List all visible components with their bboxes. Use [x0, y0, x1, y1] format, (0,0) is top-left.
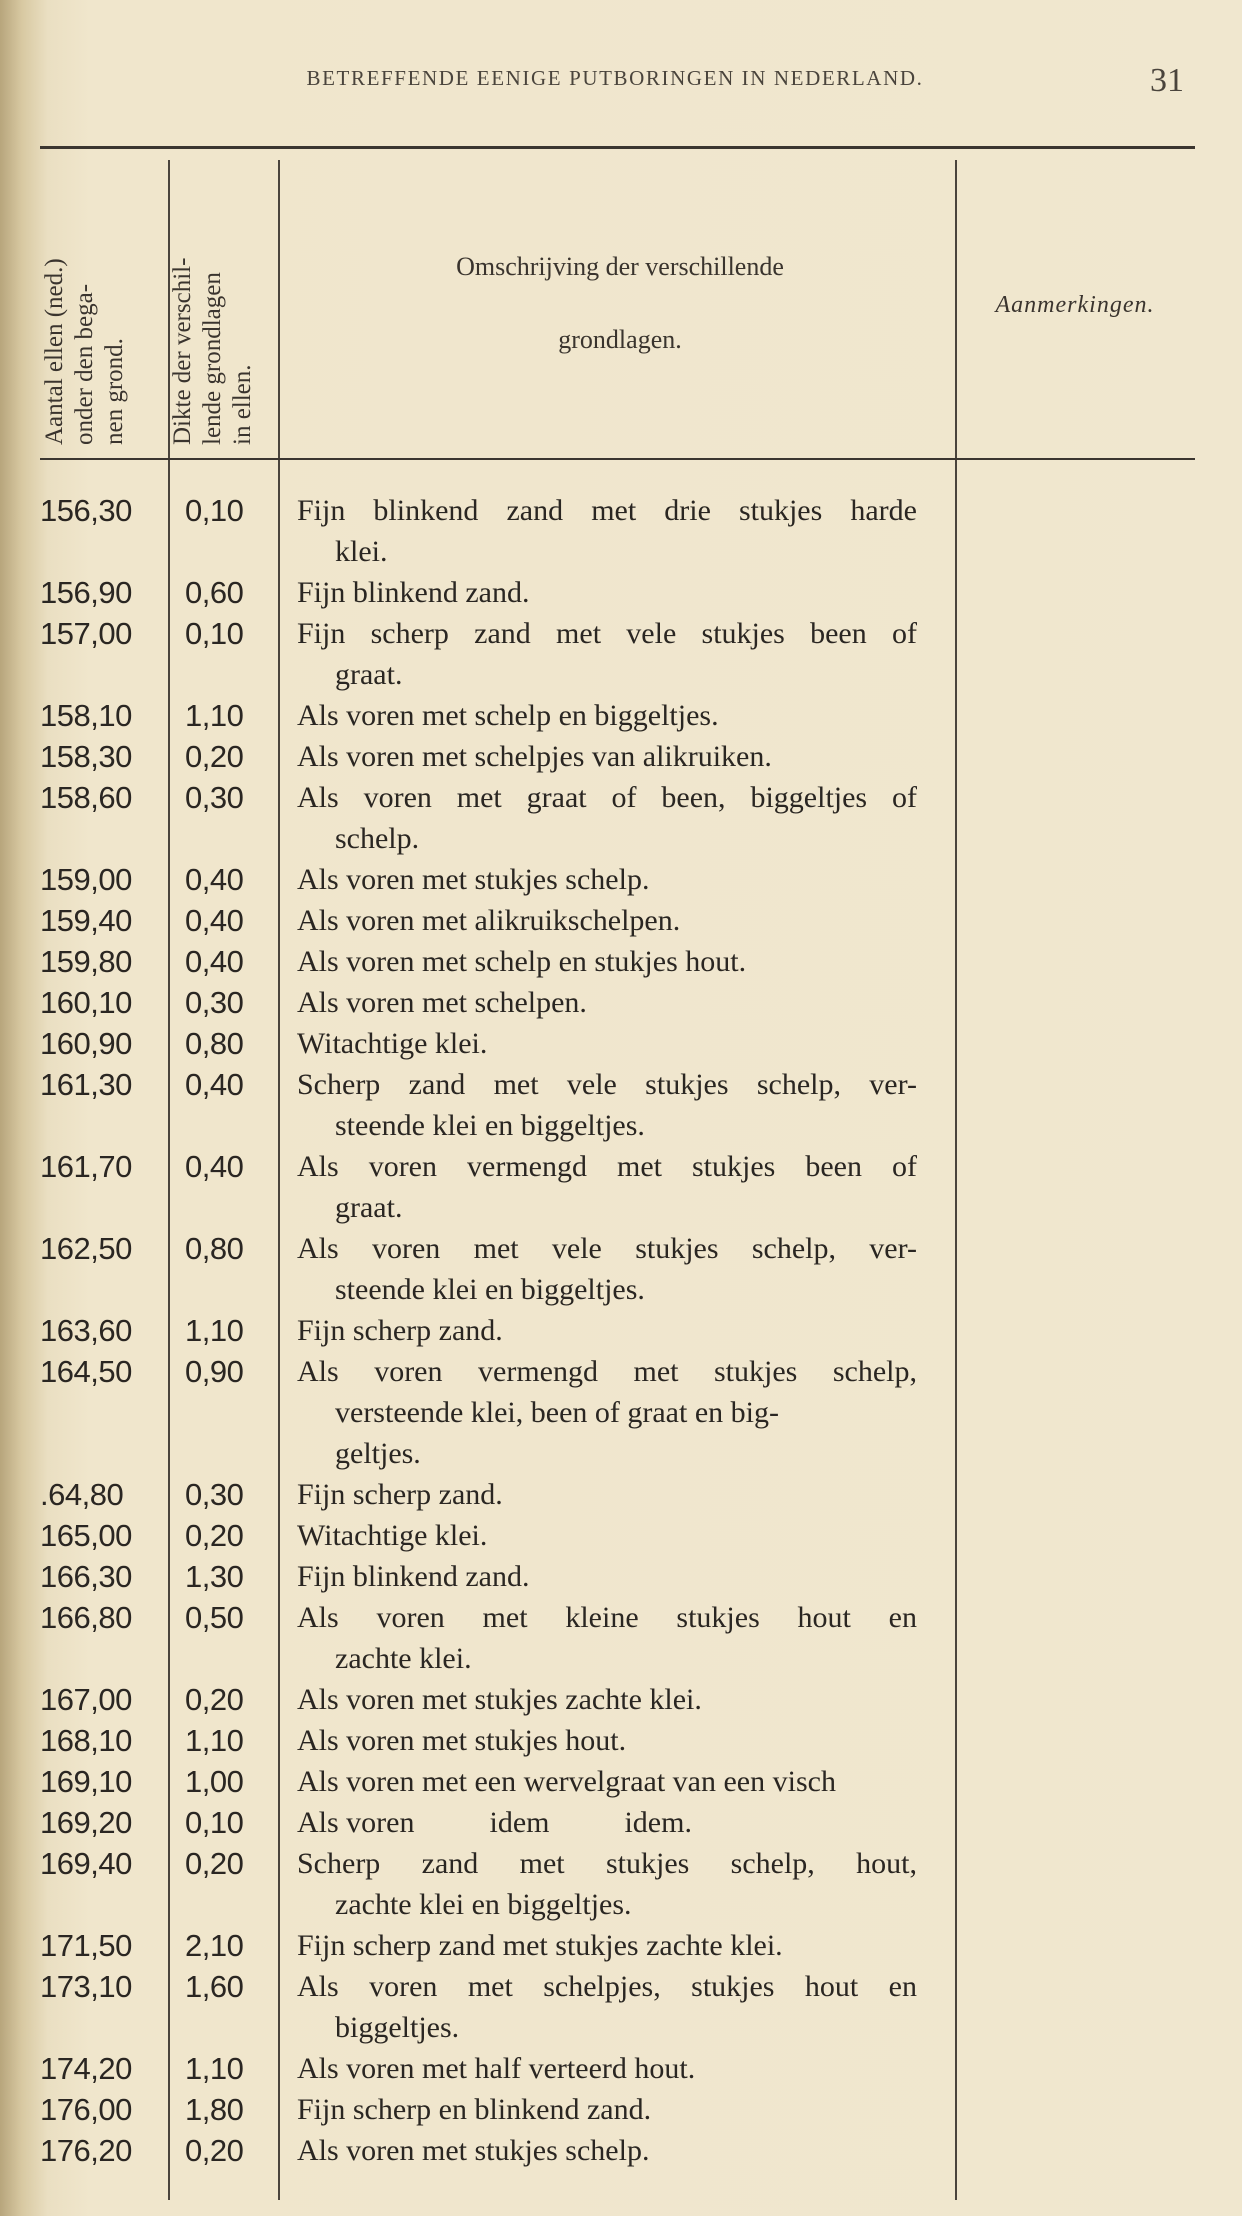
depth-cell: 163,60 [40, 1313, 132, 1348]
depth-heading-line-2: onder den bega- [71, 283, 98, 445]
table-row [0, 1802, 1242, 1843]
depth-cell: 162,50 [40, 1231, 132, 1266]
description-cell [275, 2048, 925, 2089]
table-row [0, 490, 1242, 572]
table-row [0, 1597, 1242, 1679]
description-line: Als voren met kleine stukjes hout en [297, 1601, 917, 1634]
description-line: Witachtige klei. [297, 1027, 488, 1060]
thickness-heading-line-2: lende grondlagen [199, 272, 226, 445]
thickness-cell: 1,10 [185, 2051, 244, 2086]
description-cell [275, 1023, 925, 1064]
description-line: Als voren met half verteerd hout. [297, 2052, 696, 2085]
thickness-cell: 0,80 [185, 1026, 244, 1061]
thickness-cell: 0,20 [185, 739, 244, 774]
table-row [0, 572, 1242, 613]
table-row [0, 900, 1242, 941]
table-row [0, 1064, 1242, 1146]
thickness-cell: 1,80 [185, 2092, 244, 2127]
thickness-cell: 1,30 [185, 1559, 244, 1594]
description-cell [275, 613, 925, 695]
table-row [0, 2048, 1242, 2089]
description-cell [275, 1474, 925, 1515]
table-row [0, 1146, 1242, 1228]
table-row [0, 859, 1242, 900]
description-line: Als voren met stukjes hout. [297, 1724, 627, 1757]
remarks-heading: Aanmerkingen. [995, 292, 1155, 318]
thickness-cell: 0,40 [185, 1149, 244, 1184]
thickness-cell: 0,90 [185, 1354, 244, 1389]
description-cell [275, 1515, 925, 1556]
thickness-heading-line-1: Dikte der verschil- [169, 257, 196, 445]
description-line: steende klei en biggeltjes. [335, 1109, 645, 1142]
description-line: Als voren met stukjes schelp. [297, 863, 650, 896]
table-row [0, 1679, 1242, 1720]
depth-cell: 164,50 [40, 1354, 132, 1389]
depth-cell: 167,00 [40, 1682, 132, 1717]
description-cell [275, 859, 925, 900]
description-heading-line-2: grondlagen. [558, 325, 682, 354]
table-row [0, 1515, 1242, 1556]
depth-cell: 156,30 [40, 493, 132, 528]
description-line: Als voren idem idem. [297, 1806, 692, 1839]
depth-cell: 157,00 [40, 616, 132, 651]
description-line: Als voren met een wervelgraat van een visch [297, 1765, 836, 1798]
description-line: schelp. [335, 822, 420, 855]
table-row [0, 695, 1242, 736]
table-row [0, 1925, 1242, 1966]
description-line: Als voren met stukjes zachte klei. [297, 1683, 702, 1716]
description-line: Scherp zand met vele stukjes schelp, ver- [297, 1068, 917, 1101]
description-cell [275, 1679, 925, 1720]
running-header: BETREFFENDE EENIGE PUTBORINGEN IN NEDERLAND. [306, 66, 924, 90]
description-line: Als voren met vele stukjes schelp, ver- [297, 1232, 917, 1265]
description-cell [275, 1351, 925, 1474]
description-cell [275, 777, 925, 859]
depth-cell: 176,20 [40, 2133, 132, 2168]
description-line: Als voren met graat of been, biggeltjes of [297, 781, 917, 814]
description-cell [275, 2089, 925, 2130]
thickness-cell: 0,40 [185, 903, 244, 938]
thickness-cell: 0,20 [185, 1518, 244, 1553]
description-cell [275, 695, 925, 736]
depth-cell: 156,90 [40, 575, 132, 610]
description-line: Fijn scherp zand met vele stukjes been of [297, 617, 917, 650]
thickness-cell: 0,20 [185, 2133, 244, 2168]
depth-cell: 169,20 [40, 1805, 132, 1840]
depth-cell: 166,80 [40, 1600, 132, 1635]
depth-cell: 161,30 [40, 1067, 132, 1102]
depth-cell: 166,30 [40, 1559, 132, 1594]
description-cell [275, 572, 925, 613]
thickness-cell: 0,30 [185, 780, 244, 815]
table-row [0, 2089, 1242, 2130]
depth-cell: 159,00 [40, 862, 132, 897]
description-cell [275, 1310, 925, 1351]
table-row [0, 1023, 1242, 1064]
description-line: graat. [335, 658, 403, 691]
table-row [0, 982, 1242, 1023]
description-cell [275, 982, 925, 1023]
table-row [0, 941, 1242, 982]
depth-heading-line-3: nen grond. [101, 338, 128, 445]
thickness-cell: 0,10 [185, 616, 244, 651]
thickness-cell: 0,30 [185, 1477, 244, 1512]
description-line: Als voren met schelpjes van alikruiken. [297, 740, 772, 773]
depth-cell: 159,80 [40, 944, 132, 979]
description-cell [275, 1802, 925, 1843]
description-cell [275, 1228, 925, 1310]
depth-cell: 173,10 [40, 1969, 132, 2004]
depth-cell: 168,10 [40, 1723, 132, 1758]
table-top-rule [40, 146, 1195, 149]
depth-cell: 176,00 [40, 2092, 132, 2127]
depth-cell: 160,10 [40, 985, 132, 1020]
thickness-cell: 0,10 [185, 493, 244, 528]
depth-cell: 158,60 [40, 780, 132, 815]
description-line: geltjes. [335, 1437, 421, 1470]
thickness-cell: 0,80 [185, 1231, 244, 1266]
description-line: Als voren met alikruikschelpen. [297, 904, 681, 937]
description-line: Als voren met schelpjes, stukjes hout en [297, 1970, 917, 2003]
depth-cell: .64,80 [40, 1477, 124, 1512]
thickness-cell: 2,10 [185, 1928, 244, 1963]
description-cell [275, 1966, 925, 2048]
table-row [0, 1351, 1242, 1474]
description-line: Als voren vermengd met stukjes schelp, [297, 1355, 917, 1388]
table-row [0, 2130, 1242, 2171]
table-row [0, 1720, 1242, 1761]
table-row [0, 1474, 1242, 1515]
table-row [0, 1966, 1242, 2048]
description-heading-line-1: Omschrijving der verschillende [456, 252, 784, 281]
depth-cell: 161,70 [40, 1149, 132, 1184]
table-row [0, 1761, 1242, 1802]
depth-cell: 158,10 [40, 698, 132, 733]
thickness-cell: 0,40 [185, 944, 244, 979]
description-line: Scherp zand met stukjes schelp, hout, [297, 1847, 917, 1880]
thickness-cell: 0,30 [185, 985, 244, 1020]
description-line: Als voren met schelpen. [297, 986, 587, 1019]
description-line: Fijn scherp en blinkend zand. [297, 2093, 652, 2126]
depth-cell: 174,20 [40, 2051, 132, 2086]
depth-cell: 160,90 [40, 1026, 132, 1061]
description-cell [275, 490, 925, 572]
description-line: klei. [335, 535, 388, 568]
description-line: Als voren met schelp en biggeltjes. [297, 699, 719, 732]
description-cell [275, 1556, 925, 1597]
description-cell [275, 1843, 925, 1925]
description-cell [275, 1064, 925, 1146]
description-line: Fijn scherp zand met stukjes zachte klei. [297, 1929, 783, 1962]
table-row [0, 1843, 1242, 1925]
table-row [0, 1228, 1242, 1310]
description-line: Fijn scherp zand. [297, 1478, 503, 1511]
description-line: Fijn blinkend zand. [297, 576, 530, 609]
table-row [0, 1310, 1242, 1351]
thickness-cell: 0,40 [185, 1067, 244, 1102]
thickness-cell: 1,60 [185, 1969, 244, 2004]
description-cell [275, 941, 925, 982]
table-header-rule [40, 458, 1195, 460]
description-cell [275, 1146, 925, 1228]
description-line: zachte klei. [335, 1642, 472, 1675]
description-line: Als voren met stukjes schelp. [297, 2134, 650, 2167]
thickness-cell: 0,20 [185, 1682, 244, 1717]
thickness-cell: 1,10 [185, 1723, 244, 1758]
description-cell [275, 1720, 925, 1761]
description-line: Fijn scherp zand. [297, 1314, 503, 1347]
description-cell [275, 1761, 925, 1802]
thickness-heading-line-3: in ellen. [229, 364, 256, 445]
depth-cell: 165,00 [40, 1518, 132, 1553]
description-line: Als voren vermengd met stukjes been of [297, 1150, 917, 1183]
thickness-column-heading [168, 258, 258, 445]
description-cell [275, 900, 925, 941]
thickness-cell: 0,40 [185, 862, 244, 897]
description-cell [275, 2130, 925, 2171]
description-line: biggeltjes. [335, 2011, 460, 2044]
description-cell [275, 736, 925, 777]
description-line: Fijn blinkend zand. [297, 1560, 530, 1593]
description-line: Fijn blinkend zand met drie stukjes harde [297, 494, 917, 527]
table-row [0, 613, 1242, 695]
table-row [0, 1556, 1242, 1597]
description-line: Als voren met schelp en stukjes hout. [297, 945, 747, 978]
page-number: 31 [1150, 62, 1184, 99]
thickness-cell: 0,50 [185, 1600, 244, 1635]
boring-table-body [0, 490, 1242, 2171]
thickness-cell: 1,10 [185, 1313, 244, 1348]
description-cell [275, 1597, 925, 1679]
description-cell [275, 1925, 925, 1966]
table-row [0, 736, 1242, 777]
depth-cell: 169,10 [40, 1764, 132, 1799]
table-row [0, 777, 1242, 859]
depth-cell: 169,40 [40, 1846, 132, 1881]
depth-cell: 158,30 [40, 739, 132, 774]
description-line: Witachtige klei. [297, 1519, 488, 1552]
depth-heading-line-1: Aantal ellen (ned.) [41, 258, 68, 445]
thickness-cell: 0,10 [185, 1805, 244, 1840]
thickness-cell: 0,20 [185, 1846, 244, 1881]
depth-cell: 171,50 [40, 1928, 132, 1963]
thickness-cell: 1,10 [185, 698, 244, 733]
thickness-cell: 0,60 [185, 575, 244, 610]
thickness-cell: 1,00 [185, 1764, 244, 1799]
depth-cell: 159,40 [40, 903, 132, 938]
description-line: versteende klei, been of graat en big- [335, 1396, 779, 1429]
description-line: steende klei en biggeltjes. [335, 1273, 645, 1306]
description-line: graat. [335, 1191, 403, 1224]
description-line: zachte klei en biggeltjes. [335, 1888, 632, 1921]
depth-column-heading [40, 258, 130, 445]
